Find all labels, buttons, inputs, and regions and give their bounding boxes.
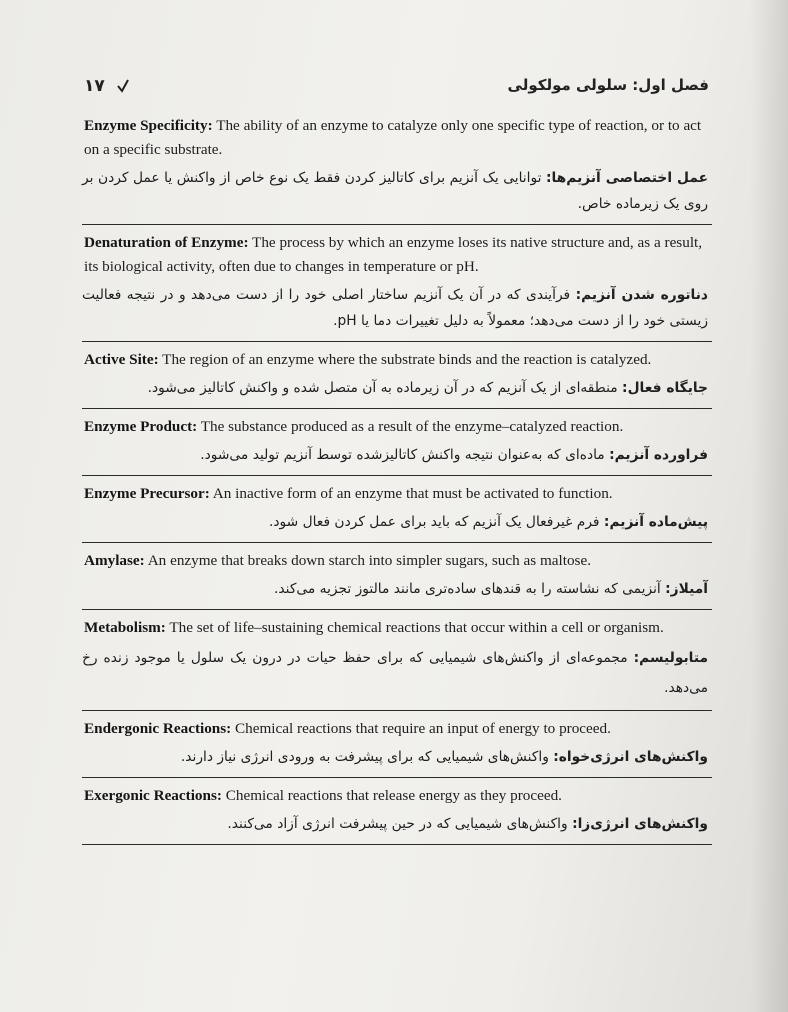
persian-text: منطقه‌ای از یک آنزیم که در آن زیرماده به آن متصل شده و واکنش کاتالیز می‌شود. <box>147 380 618 396</box>
persian-definition <box>82 741 712 770</box>
english-text: The ability of an enzyme to catalyze only one specific type of reaction, or to act on a specific substrate. <box>84 117 702 158</box>
english-term: Amylase: <box>84 552 145 569</box>
persian-term: عمل اختصاصی آنزیم‌ها: <box>545 170 709 186</box>
english-term: Exergonic Reactions: <box>84 787 222 804</box>
page-number: ۱۷ <box>84 76 105 96</box>
glossary-entry <box>82 610 712 711</box>
running-header <box>84 74 709 104</box>
english-term: Enzyme Product: <box>84 418 198 435</box>
persian-text: توانایی یک آنزیم برای کاتالیز کردن فقط یک نوع خاص از واکنش یا عمل کردن بر روی یک زیرماده خاص. <box>82 170 708 212</box>
english-definition <box>82 413 712 439</box>
persian-term: جایگاه فعال: <box>622 380 708 396</box>
english-definition <box>82 229 712 279</box>
persian-term: پیش‌ماده آنزیم: <box>603 514 708 530</box>
persian-definition <box>82 439 712 468</box>
persian-definition <box>82 808 712 837</box>
english-text: Chemical reactions that require an input of energy to proceed. <box>235 720 611 737</box>
english-term: Metabolism: <box>84 619 166 636</box>
persian-definition <box>82 372 712 401</box>
persian-term: آمیلاز: <box>665 581 708 597</box>
persian-text: فرم غیرفعال یک آنزیم که باید برای عمل کردن فعال شود. <box>268 514 600 530</box>
glossary-entry <box>82 711 712 778</box>
english-term: Denaturation of Enzyme: <box>84 234 249 251</box>
check-icon <box>116 78 130 94</box>
persian-text: آنزیمی که نشاسته را به قندهای ساده‌تری مانند مالتوز تجزیه می‌کند. <box>274 581 661 597</box>
persian-definition <box>82 279 712 334</box>
english-definition <box>82 614 712 640</box>
persian-term: واکنش‌های انرژی‌خواه: <box>553 749 708 765</box>
english-text: Chemical reactions that release energy as they proceed. <box>225 787 562 804</box>
glossary-entry <box>82 778 712 845</box>
english-definition <box>82 782 712 808</box>
english-text: The process by which an enzyme loses its native structure and, as a result, its biological activity, often due to changes in temperature or pH. <box>84 234 703 275</box>
english-definition <box>82 112 712 162</box>
english-definition <box>82 480 712 506</box>
english-text: The region of an enzyme where the substrate binds and the reaction is catalyzed. <box>162 351 652 368</box>
chapter-title: فصل اول: سلولی مولکولی <box>507 76 709 94</box>
english-term: Endergonic Reactions: <box>84 720 232 737</box>
english-text: The substance produced as a result of the enzyme–catalyzed reaction. <box>200 418 624 435</box>
persian-text: واکنش‌های شیمیایی که برای پیشرفت به ورودی انرژی نیاز دارند. <box>180 749 549 765</box>
persian-definition <box>82 573 712 602</box>
english-text: The set of life–sustaining chemical reactions that occur within a cell or organism. <box>169 619 664 636</box>
persian-text: مجموعه‌ای از واکنش‌های شیمیایی که برای حفظ حیات در درون یک سلول یا موجود زنده رخ می‌دهد. <box>82 650 708 696</box>
english-term: Active Site: <box>84 351 159 368</box>
glossary-entry <box>82 476 712 543</box>
glossary-entry <box>82 108 712 225</box>
english-text: An enzyme that breaks down starch into simpler sugars, such as maltose. <box>147 552 592 569</box>
glossary-entry <box>82 409 712 476</box>
english-term: Enzyme Specificity: <box>84 117 213 134</box>
persian-term: واکنش‌های انرژی‌زا: <box>572 816 708 832</box>
persian-definition <box>82 640 712 703</box>
english-definition <box>82 547 712 573</box>
glossary-entry <box>82 543 712 610</box>
persian-text: ماده‌ای که به‌عنوان نتیجه واکنش کاتالیزشده توسط آنزیم تولید می‌شود. <box>200 447 605 463</box>
glossary-list <box>82 108 712 845</box>
persian-term: فراورده آنزیم: <box>609 447 708 463</box>
english-text: An inactive form of an enzyme that must be activated to function. <box>212 485 613 502</box>
english-definition <box>82 715 712 741</box>
persian-term: متابولیسم: <box>633 650 708 666</box>
english-term: Enzyme Precursor: <box>84 485 210 502</box>
persian-term: دناتوره شدن آنزیم: <box>575 287 708 303</box>
page-gutter-shadow <box>750 0 788 1012</box>
english-definition <box>82 346 712 372</box>
persian-definition <box>82 506 712 535</box>
persian-text: واکنش‌های شیمیایی که در حین پیشرفت انرژی آزاد می‌کنند. <box>227 816 568 832</box>
glossary-entry <box>82 342 712 409</box>
glossary-entry <box>82 225 712 342</box>
persian-text: فرآیندی که در آن یک آنزیم ساختار اصلی خود را از دست می‌دهد و در نتیجه فعالیت زیستی خود را از دست می‌دهد؛ معمولاً به دلیل تغییرات دما یا pH. <box>82 287 708 329</box>
persian-definition <box>82 162 712 217</box>
